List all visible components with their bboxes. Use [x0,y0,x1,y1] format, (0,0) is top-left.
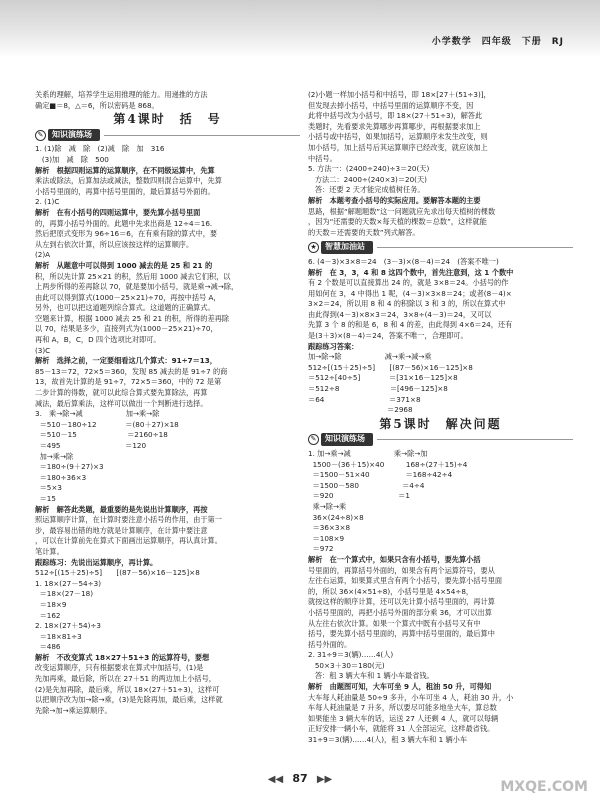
text-line: 解析 在 3，3，4 和 8 这四个数中，首先注意到，这 1 个数中 [308,267,514,277]
pencil-icon: ✎ [35,130,46,141]
text-line: 解析 根据四则运算的运算顺序，在不同级运算中，先算 [35,165,215,175]
left-text-lines [35,144,300,716]
text-line: 左往右运算，如果算式里含有两个小括号，要先算小括号里面 [308,576,503,586]
text-line: 2. 31÷9＝3(辆)……4(人) [308,650,394,660]
text-line: 正好安排一辆小车，就能将 31 人全部运完，这样最省钱。 [308,724,495,734]
text-line: ＝162 [35,610,61,620]
text-line: 但发现去掉小括号，中括号里面的运算顺序不变，因 [308,100,474,110]
next-page-icon[interactable]: ▶▶ [316,774,333,785]
text-line: (2)是先加再除，最后乘，所以 18×(27＋51÷3)，这样可 [35,684,220,694]
section-divider [377,247,573,248]
section-banner [308,433,573,446]
text-line: 的天数＝还需要的天数”列式解答。 [308,227,420,237]
header-text: 小学数学 四年级 下册 RJ [431,37,564,47]
text-line: ＝495 ＝120 [35,441,147,450]
text-line: 再和 A，B，C，D 四个选项比对即可。 [35,335,161,345]
text-line: ＝18×9 [35,599,67,609]
text-line: 加小括号，加上括号后其运算顺序已经改变，就应该加上 [308,142,488,152]
text-line: 照运算顺序计算，在计算时要注意小括号的作用，由于第一 [35,515,222,525]
text-line: 括号，要先算小括号里面的，再算中括号里面的，最后算中 [308,629,495,639]
text-line: 由此得到(4－3)×8×3＝24，3×8÷(4－3)＝24，又可以 [308,309,492,319]
text-line: 减法，最后算乘法，这样可以做出一个判断进行选择。 [35,398,208,408]
text-line: ＝486 [35,642,61,652]
text-line: 是(3＋3)×(8－4)＝24，答案不唯一，合理即可。 [308,331,468,341]
text-line: 先加再乘，最后除，所以在 27＋51 的两边加上小括号， [35,674,216,684]
right-text-lines [308,257,573,416]
text-line: ＝1500－51×40 ＝168÷42÷4 [308,470,453,480]
text-line: ＝920 ＝1 [308,491,410,501]
text-line: 跟踪练习答案： [308,341,359,351]
text-line: ＝180÷(9＋27)×3 [35,462,104,472]
intro-line: 确定■＝8，△＝6，所以密码是 868。 [35,100,159,110]
text-line: 解析 选择之前，一定要细看这几个算式：91÷7＝13， [35,356,217,366]
text-line: 3×2＝24，所以用 8 和 4 的积除以 3 和 3 的，所以在算式中 [308,299,506,309]
text-line: 然后把原式变形为 96÷16＝6，在有乘有除的算式中，要 [35,229,218,239]
text-line: 解析 在一个算式中，如果只含有小括号，要先算小括 [308,554,481,564]
text-line: 此将中括号改为小括号，即 18×(27＋51÷3)，解答此 [308,111,483,121]
section-label: 知识演练场 [321,433,373,446]
text-line: 车每人耗油量是 7 升多，所以要尽可能多地坐大车，算总数 [308,703,497,713]
text-line: ＝512÷[40÷5] ＝[31×16－125]×8 [308,373,458,383]
lesson-title: 第5课时 解决问题 [379,416,502,431]
text-line: 中括号。 [308,153,337,163]
text-line: 解析 在有小括号的四则运算中，要先算小括号里面 [35,207,201,217]
text-line: 号里面的，再算括号外面的，如果含有两个运算符号，要从 [308,565,495,575]
text-line: 解析 解答此类题，最重要的是先说出计算顺序，再按 [35,504,208,514]
text-line: 50×3＋30＝180(元) [308,660,385,670]
text-line: ＝36×3×8 [308,523,351,533]
text-line: 笔计算。 [35,546,64,556]
text-line: 的，所以 36×(4×51÷8)，小括号里是 4×54÷8， [308,586,474,596]
text-line: 6. (4－3)×3×8＝24 (3－3)×(8－4)＝24 (答案不唯一) [308,256,499,266]
text-line: ＝5×3 [35,483,62,493]
text-line: 跟踪练习：先说出运算顺序，再计算。 [35,557,158,567]
right-column [308,90,573,746]
section-divider [377,439,573,440]
text-line: 括号外面的。 [308,639,352,649]
text-line: 以把顺序改为加→除→乘，(3)是先除再加，最后乘，这样就 [35,695,223,705]
text-line: 5. 方法一：(2400÷240)÷3＝20(天) [308,164,430,174]
text-line: 积，所以先计算 25×21 的积，然后用 1000 减去它们积，以 [35,271,231,281]
watermark: MXQE.COM [500,779,588,795]
text-line: 1. (1)除 减 除 (2)减 除 加 316 [35,144,165,154]
page-number: 87 [292,772,308,785]
text-line: 答：租 3 辆大车和 1 辆小车最省钱。 [308,671,434,681]
text-line: 空题来计算，根据 1000 减去 25 和 21 的积，所得的差再除 [35,313,230,323]
text-line: ＝108×9 [308,533,345,543]
right-text-lines [308,90,573,238]
text-line: 先算 3 个 8 的和是 6，8 和 4 的差，由此得到 4×6＝24，还有 [308,320,513,330]
text-line: ＝512÷8 ＝[496－125]×8 [308,384,448,394]
bulb-icon: ★ [308,242,319,253]
text-line: 31÷9＝3(辆)……4(人)，租 3 辆大车和 1 辆小车 [308,735,468,745]
text-line: 小括号或中括号，如果加括号，运算顺序未发生改变，则 [308,132,488,142]
text-line: 512÷[(15＋25)÷5] [(87－56)×16－125]×8 [35,568,200,578]
prev-page-icon[interactable]: ◀◀ [267,774,284,785]
text-line: ＝972 [308,544,334,554]
section-banner [308,241,573,254]
intro-line: 关系的理解，培养学生运用推理的能力。用递推的方法 [35,90,208,99]
text-line: 的，再算小括号外面的。此题中先求出商是 12÷4＝16. [35,218,213,228]
text-line: (3)C [35,345,51,355]
text-line: 解析 不改变算式 18×27＋51÷3 的运算符号，要想 [35,652,210,662]
text-line: 解析 本题考查小括号的实际应用。要解答本题的主要 [308,195,481,205]
text-line: 小括号里面的，再算中括号里面的，最后算括号外面的。 [35,186,215,196]
text-line: ＝1500－580 ＝4÷4 [308,480,425,490]
text-line: 用如何在 3，4 中得出 1 呢，(4－3)×3×8＝24；或者(8－4)× [308,288,512,298]
text-line: 2. (1)C [35,197,60,207]
text-line: 从左往右依次计算。如果一个算式中既有小括号又有中 [308,618,481,628]
text-line: 乘法或除法，后算加法或减法，整数四则混合运算中，先算 [35,176,222,186]
text-line: (2)小题一样加小括号和中括号，即 18×[27＋(51÷3)]， [308,90,491,99]
text-line: 2. 18×(27＋54)÷3 [35,621,101,631]
text-line: 1. 加→乘→减 乘→除→加 [308,449,428,458]
text-line: 二步计算的得数，就可以此综合算式要先算除法，再算 [35,388,208,398]
text-line: 方法二：2400÷(240×3)＝20(天) [308,174,427,184]
section-divider [104,135,300,136]
text-line: 3. 乘→除→减 加→乘→除 [35,409,160,419]
text-line: 13，故首先计算的是 91÷7，72×5＝360，中的 72 是第 [35,377,222,387]
text-line: 有 2 个数是可以直接算出 24 的，就是 3×8＝24。小括号的作 [308,278,509,288]
text-line: 从左到右依次计算，所以应该按这样的运算顺序。 [35,239,194,249]
text-line: ，可以在计算前先在算式下面画出运算顺序，再认真计算。 [35,536,222,546]
text-line: (3)加 减 除 500 [35,154,109,164]
text-line: ＝18×(27－18) [35,589,94,599]
text-line: ＝2968 [308,405,413,415]
text-line: 类题时，先看要求先算哪步再算哪步，再根据要求加上 [308,121,481,131]
section-banner [35,129,300,142]
text-line: 如果能坐 3 辆大车的话，运送 27 人还剩 4 人，就可以每辆 [308,713,499,723]
text-line: 36×(24÷8)×8 [308,512,364,522]
text-line: 1500－(36＋15)×40 168÷(27＋15)÷4 [308,459,468,469]
text-line: 加→除→除 减→乘→减→乘 [308,352,432,362]
text-line: 思路，根据“解题题数”这一问题就应先求出每天植树的棵数 [308,206,496,216]
text-line: 1. 18×(27－54÷3) [35,578,101,588]
page-header-band [0,0,600,58]
text-line: 乘→除→乘 [308,501,347,511]
text-line: 以 70，结果是多少，直接列式为(1000－25×21)÷70， [35,324,218,334]
text-line: 解析 由题图可知，大车可坐 9 人，租油 50 升，可得知 [308,682,492,692]
text-line: 答：还要 2 天才能完成植树任务。 [308,185,425,195]
text-line: ＝510－180÷12 ＝(80＋27)×18 [35,419,179,429]
text-line: ，因为“还需要的天数×每天植的棵数＝总数”，这样就能 [308,217,487,227]
text-line: 大车每人耗油量是 50÷9 多升，小车可坐 4 人，耗油 30 升，小 [308,692,514,702]
text-line: 先除→加→乘运算顺序。 [35,705,112,715]
text-line: 上两步所得的差再除以 70，就是要加小括号，就是乘→减→除， [35,282,239,292]
text-line: 步，最容易出错的地方就是计算顺序，在计算中要注意 [35,525,208,535]
lesson-title: 第4课时 括 号 [113,112,222,127]
text-line: ＝18×81÷3 [35,631,82,641]
text-line: ＝510－15 ＝2160÷18 [35,430,168,440]
text-line: (2)A [35,250,51,260]
text-line: ＝180÷36×3 [35,472,87,482]
text-line: 加→乘→除 [35,451,74,461]
text-line: ＝64 ＝371×8 [308,394,421,404]
text-line: 85－13＝72，72×5＝360，发现 85 减去的是 91÷7 的商 [35,366,228,376]
section-label: 知识演练场 [48,129,100,142]
pencil-icon: ✎ [308,434,319,445]
text-line: 改变运算顺序，只有根据要求在算式中加括号，(1)是 [35,663,204,673]
left-column [35,90,300,716]
text-line: 解析 从题意中可以得到 1000 减去的是 25 和 21 的 [35,260,213,270]
text-line: 另外，也可以把这道题列综合算式。这道题的正确算式。 [35,303,215,313]
text-line: ＝15 [35,493,56,503]
right-text-lines [308,449,573,746]
text-line: 由此可以得到算式(1000－25×21)÷70，再按中括号 A， [35,292,221,302]
text-line: 就按这样的顺序计算，还可以先计算小括号里面的，再计算 [308,597,495,607]
text-line: 小括号里面的，再把小括号外面的部分乘 36，才可以出算 [308,607,492,617]
text-line: 512÷[(15＋25)÷5] [(87－56)×16－125]×8 [308,362,473,372]
section-label: 智慧加油站 [321,241,373,254]
